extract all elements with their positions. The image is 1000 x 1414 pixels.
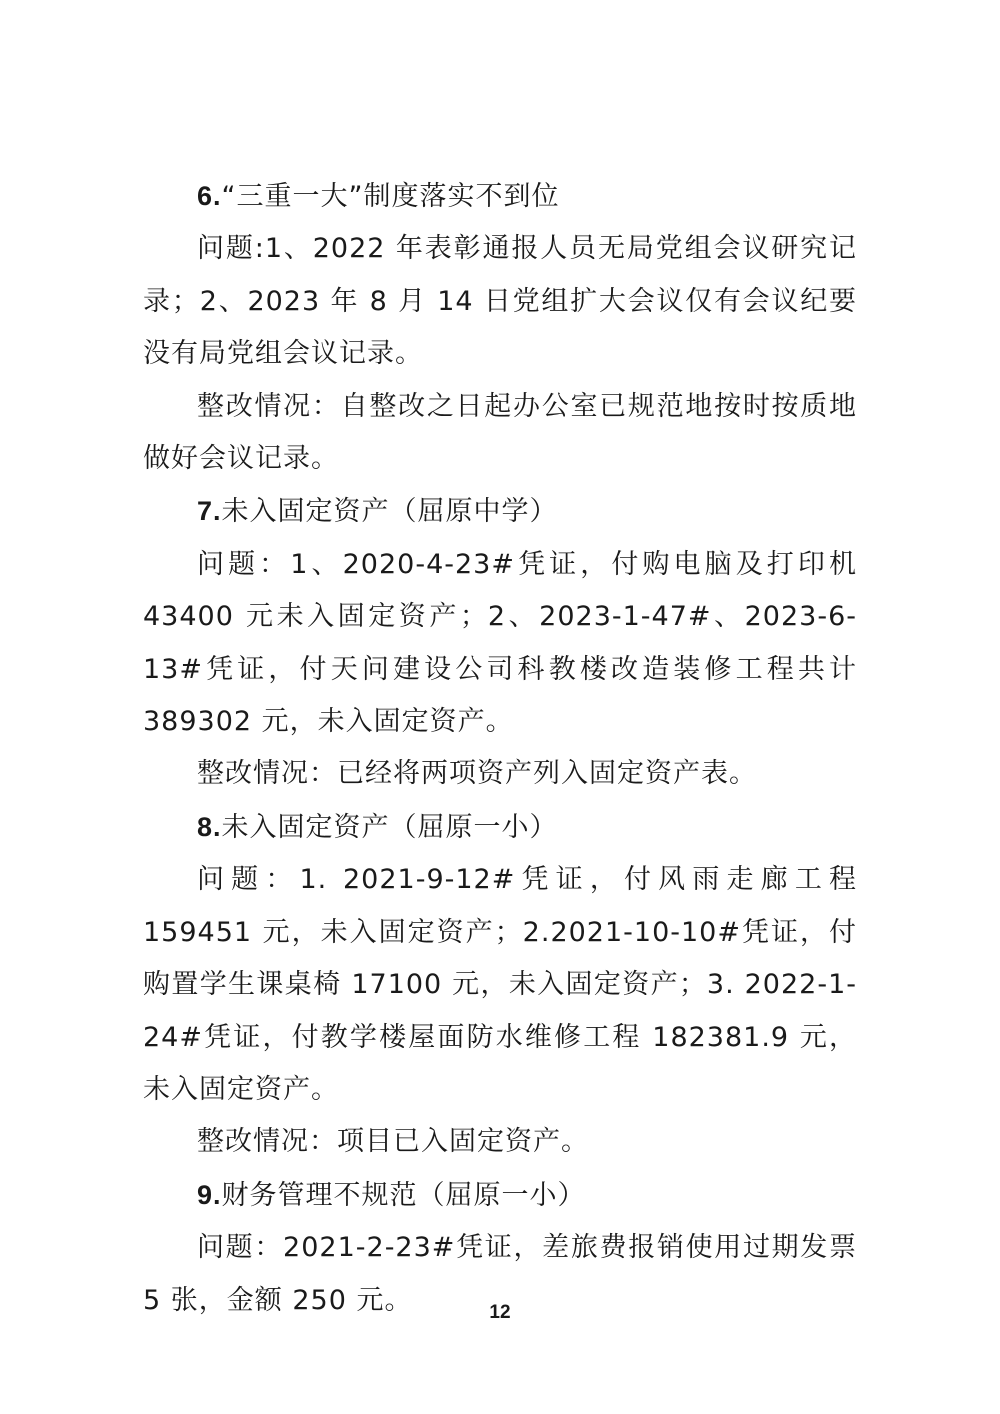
problem-paragraph: 问题:1、2022 年表彰通报人员无局党组会议研究记录；2、2023 年 8 月 14 日党组扩大会议仅有会议纪要没有局党组会议记录。 (143, 233, 857, 370)
section-title: 未入固定资产（屈原中学） (221, 496, 558, 528)
section-heading (143, 170, 857, 223)
section-number: 8. (197, 811, 222, 842)
rectification-paragraph: 整改情况：自整改之日起办公室已规范地按时按质地做好会议记录。 (143, 390, 857, 475)
rectification-paragraph: 整改情况：已经将两项资产列入固定资产表。 (197, 758, 757, 790)
section-number: 9. (197, 1179, 222, 1210)
section-title: 财务管理不规范（屈原一小） (221, 1179, 586, 1211)
problem-paragraph: 问题：2021-2-23#凭证，差旅费报销使用过期发票 5 张，金额 250 元。 (143, 1232, 857, 1316)
document-body (143, 170, 857, 1327)
section-heading (143, 485, 857, 538)
section-number: 7. (197, 496, 222, 527)
section-number: 6. (197, 181, 222, 211)
section-title: “三重一大”制度落实不到位 (221, 181, 560, 212)
page-number: 12 (489, 1302, 511, 1323)
section-heading (143, 801, 857, 854)
section-heading (143, 1169, 857, 1222)
problem-paragraph: 问题：1、2020-4-23#凭证，付购电脑及打印机 43400 元未入固定资产；2、2023-1-47#、2023-6-13#凭证，付天问建设公司科教楼改造装修工程共计 389302 元，未入固定资产。 (143, 548, 857, 738)
rectification-paragraph: 整改情况：项目已入固定资产。 (197, 1126, 589, 1158)
section-title: 未入固定资产（屈原一小） (221, 811, 558, 843)
problem-paragraph: 问题：1. 2021-9-12#凭证，付风雨走廊工程 159451 元，未入固定资产；2.2021-10-10#凭证，付购置学生课桌椅 17100 元，未入固定资产；3. 2022-1-24#凭证，付教学楼屋面防水维修工程 182381.9 元，未入固定资产。 (143, 864, 857, 1105)
